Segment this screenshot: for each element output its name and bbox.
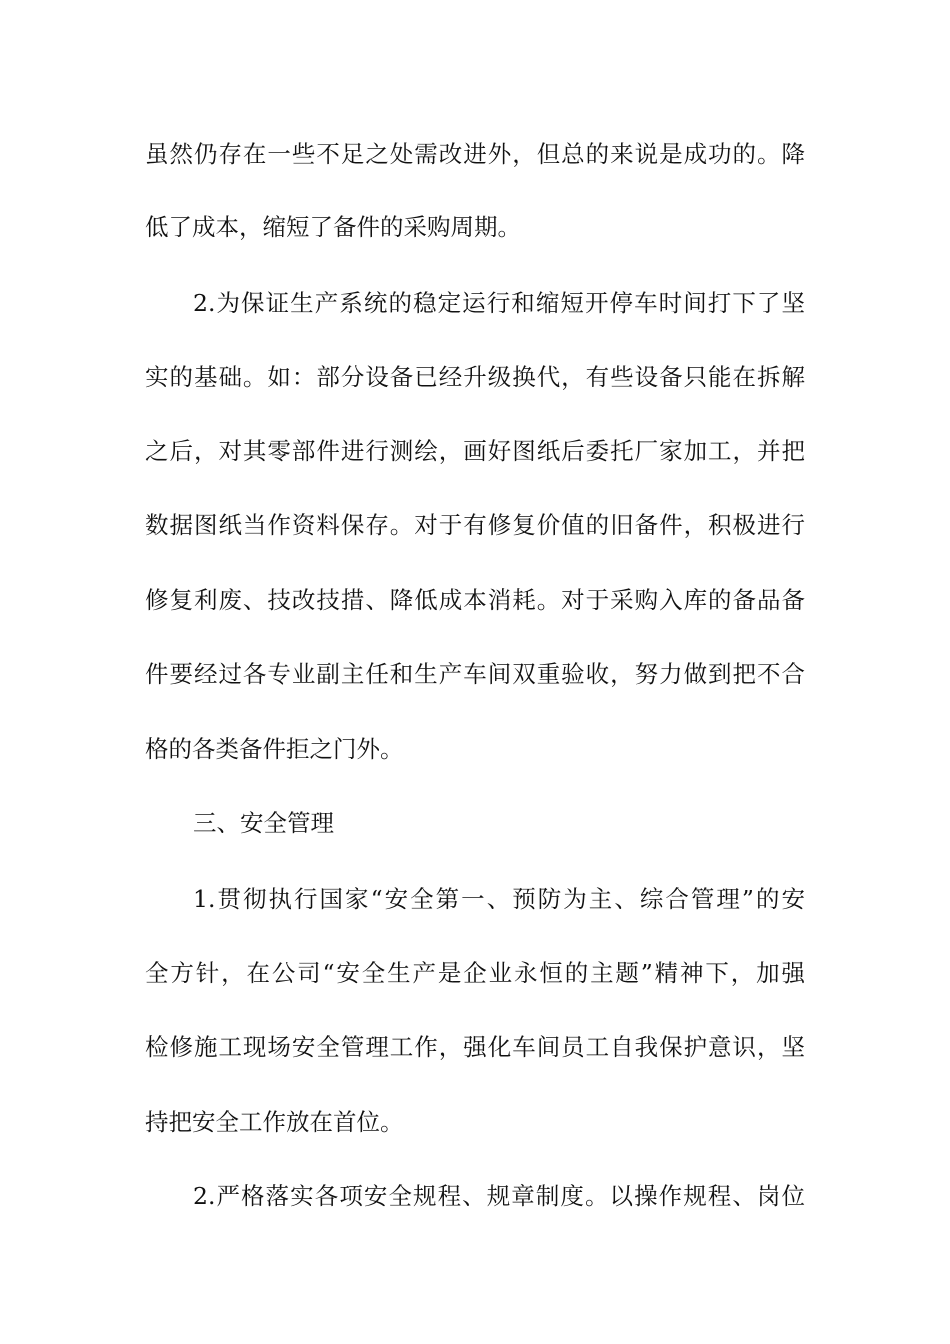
text-line: 实的基础。如：部分设备已经升级换代，有些设备只能在拆解 — [145, 363, 805, 391]
text-line: 格的各类备件拒之门外。 — [145, 735, 404, 763]
text-line: 修复利废、技改技措、降低成本消耗。对于采购入库的备品备 — [145, 586, 805, 614]
text-line: 全方针，在公司“安全生产是企业永恒的主题”精神下，加强 — [145, 959, 805, 987]
text-line: 2.为保证生产系统的稳定运行和缩短开停车时间打下了坚 — [193, 289, 805, 317]
text-line: 检修施工现场安全管理工作，强化车间员工自我保护意识，坚 — [145, 1033, 805, 1061]
section-heading: 三、安全管理 — [193, 809, 334, 837]
text-line: 1.贯彻执行国家“安全第一、预防为主、综合管理”的安 — [193, 885, 805, 913]
text-line: 数据图纸当作资料保存。对于有修复价值的旧备件，积极进行 — [145, 511, 805, 539]
text-line: 件要经过各专业副主任和生产车间双重验收，努力做到把不合 — [145, 660, 805, 688]
text-line: 虽然仍存在一些不足之处需改进外，但总的来说是成功的。降 — [145, 140, 805, 168]
text-line: 持把安全工作放在首位。 — [145, 1108, 404, 1136]
text-line: 2.严格落实各项安全规程、规章制度。以操作规程、岗位 — [193, 1182, 805, 1210]
text-line: 低了成本，缩短了备件的采购周期。 — [145, 213, 521, 241]
text-line: 之后，对其零部件进行测绘，画好图纸后委托厂家加工，并把 — [145, 437, 805, 465]
